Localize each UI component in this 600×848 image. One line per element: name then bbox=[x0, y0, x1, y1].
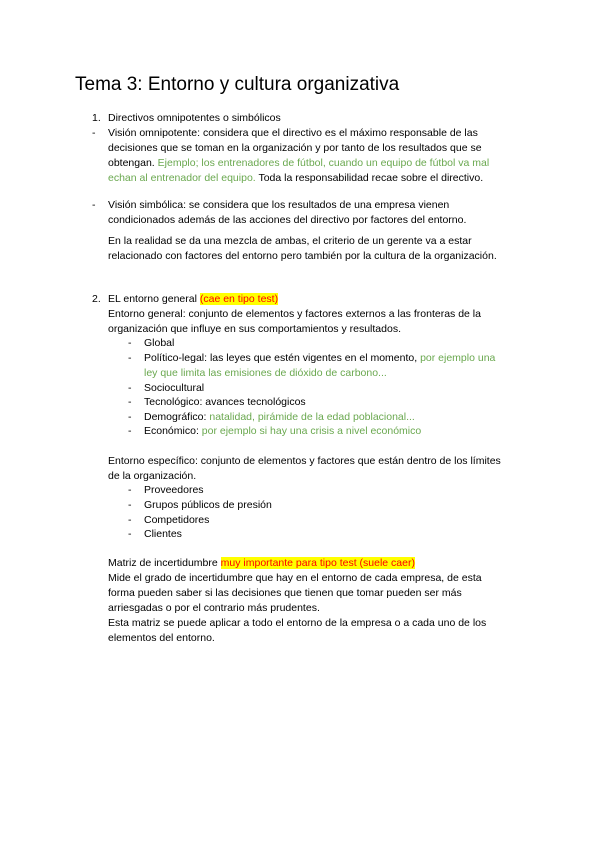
example-text: natalidad, pirámide de la edad poblacional... bbox=[209, 411, 415, 423]
bullet-dash: - bbox=[128, 382, 132, 394]
symbolic-line-2: condicionados además de las acciones del directivo por factores del entorno. bbox=[108, 214, 467, 226]
example-text: por ejemplo una bbox=[420, 352, 496, 364]
bullet-dash: - bbox=[128, 528, 132, 540]
example-text: Ejemplo; los entrenadores de fútbol, cuando un equipo de fútbol va mal bbox=[157, 157, 490, 169]
bullet-dash: - bbox=[92, 199, 96, 211]
omnipotent-text: Toda la responsabilidad recae sobre el directivo. bbox=[258, 172, 484, 184]
list-item-proveedores: Proveedores bbox=[144, 484, 204, 496]
bullet-dash: - bbox=[128, 352, 132, 364]
matrix-line-2: forma pueden saber si las decisiones que tienen que tomar pueden ser más bbox=[108, 587, 462, 599]
general-def-line-2: organización que influye en sus comportamientos y resultados. bbox=[108, 323, 401, 335]
omnipotent-line-2: decisiones que se toman en la organización y por tanto de los resultados que se bbox=[108, 142, 482, 154]
economico-text: Económico: bbox=[144, 425, 199, 437]
list-item-clientes: Clientes bbox=[144, 528, 182, 540]
example-text: echan al entrenador del equipo. bbox=[108, 172, 256, 184]
matrix-line-5: elementos del entorno. bbox=[108, 632, 215, 644]
symbolic-line-1: Visión simbólica: se considera que los resultados de una empresa vienen bbox=[108, 199, 450, 211]
highlight-note: (cae en tipo test) bbox=[199, 293, 279, 305]
reality-line-1: En la realidad se da una mezcla de ambas, el criterio de un gerente va a estar bbox=[108, 235, 472, 247]
bullet-dash: - bbox=[128, 337, 132, 349]
matrix-heading bbox=[108, 556, 415, 571]
bullet-dash: - bbox=[128, 411, 132, 423]
demografico-text: Demográfico: bbox=[144, 411, 207, 423]
omnipotent-line-4 bbox=[108, 171, 483, 186]
list-number-2: 2. bbox=[92, 293, 101, 305]
matrix-line-4: Esta matriz se puede aplicar a todo el entorno de la empresa o a cada uno de los bbox=[108, 617, 487, 629]
highlight-note: muy importante para tipo test (suele caer) bbox=[220, 557, 415, 569]
matrix-label: Matriz de incertidumbre bbox=[108, 557, 218, 569]
specific-def-line-2: de la organización. bbox=[108, 470, 197, 482]
bullet-dash: - bbox=[128, 425, 132, 437]
matrix-line-3: arriesgadas o por el contrario más prudentes. bbox=[108, 602, 320, 614]
list-item-economico bbox=[144, 424, 421, 439]
list-item-sociocultural: Sociocultural bbox=[144, 382, 205, 394]
bullet-dash: - bbox=[128, 484, 132, 496]
bullet-dash: - bbox=[128, 514, 132, 526]
list-item-global: Global bbox=[144, 337, 175, 349]
section-2-heading-text: EL entorno general bbox=[108, 293, 197, 305]
omnipotent-line-1: Visión omnipotente: considera que el directivo es el máximo responsable de las bbox=[108, 127, 478, 139]
section-2-heading bbox=[108, 292, 278, 307]
list-item-demografico bbox=[144, 410, 415, 425]
example-text: por ejemplo si hay una crisis a nivel económico bbox=[201, 425, 422, 437]
reality-line-2: relacionado con factores del entorno pero también por la cultura de la organización. bbox=[108, 250, 497, 262]
general-def-line-1: Entorno general: conjunto de elementos y factores externos a las fronteras de la bbox=[108, 308, 481, 320]
bullet-dash: - bbox=[92, 127, 96, 139]
politico-example-line-2: ley que limita las emisiones de dióxido de carbono... bbox=[144, 367, 387, 379]
politico-text: Político-legal: las leyes que estén vigentes en el momento, bbox=[144, 352, 418, 364]
list-item-competidores: Competidores bbox=[144, 514, 210, 526]
page-title: Tema 3: Entorno y cultura organizativa bbox=[75, 74, 400, 95]
bullet-dash: - bbox=[128, 396, 132, 408]
omnipotent-text: obtengan. bbox=[108, 157, 155, 169]
list-number-1: 1. bbox=[92, 112, 101, 124]
matrix-line-1: Mide el grado de incertidumbre que hay en el entorno de cada empresa, de esta bbox=[108, 572, 482, 584]
specific-def-line-1: Entorno específico: conjunto de elementos y factores que están dentro de los límites bbox=[108, 455, 501, 467]
list-item-tecnologico: Tecnológico: avances tecnológicos bbox=[144, 396, 306, 408]
omnipotent-line-3 bbox=[108, 156, 489, 171]
list-item-politico bbox=[144, 351, 495, 366]
section-1-heading: Directivos omnipotentes o simbólicos bbox=[108, 112, 281, 124]
bullet-dash: - bbox=[128, 499, 132, 511]
list-item-grupos: Grupos públicos de presión bbox=[144, 499, 272, 511]
